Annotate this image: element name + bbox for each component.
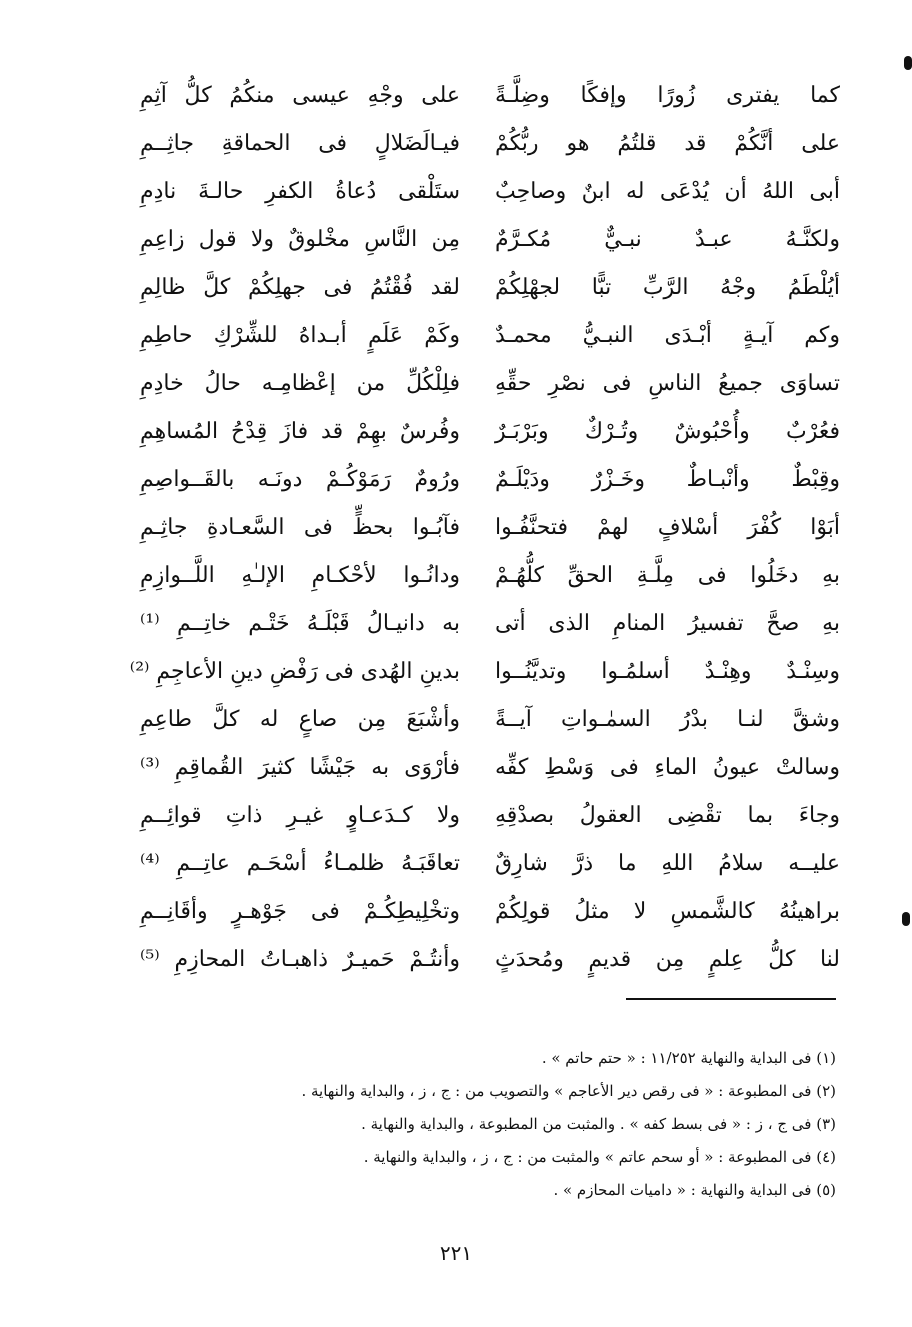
verse-first-hemistich: لنا كلُّ عِلمٍ مِن قديمٍ ومُحدَثٍ [495, 947, 840, 972]
verse-second-hemistich: فلِلْكُلِّ من إعْظامِـه حالُ خادِمِ [140, 371, 460, 396]
verse-second-hemistich: ودانُـوا لأحْكـامِ الإلـٰهِ اللَّــوازِمِ [140, 563, 460, 588]
verse-first-hemistich: فعُرْبٌ وأُحْبُوشٌ وتُـرْكٌ وبَرْبَـرٌ [495, 419, 840, 444]
verse-first-hemistich: أبَوْا كُفْرَ أسْلافٍ لهمْ فتحنَّفُـوا [495, 515, 840, 540]
verse-second-hemistich: وأنتُـمْ حَميـرٌ ذاهبـاتُ المحازِمِ ⁽⁵⁾ [140, 947, 460, 972]
verse-first-hemistich: على أنَّكُمْ قد قلتُمُ هو ربُّكُمْ [495, 131, 840, 156]
verse-row [140, 600, 840, 648]
verse-row [140, 504, 840, 552]
verse-first-hemistich: بهِ صحَّ تفسيرُ المنامِ الذى أتى [495, 611, 840, 636]
footnote-separator [626, 998, 836, 1000]
verse-first-hemistich: براهينُهُ كالشَّمسِ لا مثلُ قولِكُمْ [495, 899, 840, 924]
verse-first-hemistich: وكم آيـةٍ أبْـدَى النبـيُّ محمـدٌ [495, 323, 840, 348]
verse-second-hemistich: تعاقَبَـهُ ظلمـاءُ أسْحَـم عاتِــمِ ⁽⁴⁾ [140, 851, 460, 876]
verse-first-hemistich: وقِبْطٌ وأنْبـاطٌ وخَـزْرٌ ودَيْلَـمٌ [495, 467, 840, 492]
verse-first-hemistich: وسالتْ عيونُ الماءِ فى وَسْطِ كفِّه [495, 755, 840, 780]
verse-first-hemistich: ولكنَّـهُ عبـدٌ نبـيٌّ مُكـرَّمٌ [495, 227, 840, 252]
verse-second-hemistich: فيـالَضَلالٍ فى الحماقةِ جاثِــمِ [140, 131, 460, 156]
margin-dot-middle [902, 912, 910, 926]
verse-first-hemistich: وسِنْـدٌ وهِنْـدٌ أسلمُـوا وتديَّنُــوا [495, 659, 840, 684]
verse-row [140, 840, 840, 888]
verse-first-hemistich: وشقَّ لنـا بدْرُ السمٰـواتِ آيــةً [495, 707, 840, 732]
verse-second-hemistich: وفُرسٌ بهِمْ قد فازَ قِدْحُ المُساهِمِ [140, 419, 460, 444]
verse-row [129, 648, 840, 696]
verse-row [140, 264, 840, 312]
verse-row [140, 552, 840, 600]
verse-second-hemistich: ورُومٌ رَمَوْكُـمْ دونَـه بالقَــواصِمِ [140, 467, 460, 492]
footnote-4: (٤) فى المطبوعة : « أو سحم عاتم » والمثبت من : ج ، ز ، والبداية والنهاية . [363, 1148, 836, 1166]
verse-first-hemistich: بهِ دخَلُوا فى مِلَّـةِ الحقِّ كلُّهُـمْ [495, 563, 840, 588]
verse-row [140, 888, 840, 936]
verse-row [140, 360, 840, 408]
verse-second-hemistich: لقد فُقْتُمُ فى جهلِكُمْ كلَّ ظالِمِ [140, 275, 460, 300]
footnotes [196, 1042, 836, 1207]
verse-row [140, 792, 840, 840]
verse-row [140, 744, 840, 792]
verse-first-hemistich: تساوَى جميعُ الناسِ فى نصْرِ حقِّهِ [495, 371, 840, 396]
footnote-1: (١) فى البداية والنهاية ١١/٢٥٢ : « حتم حاتم » . [541, 1049, 836, 1067]
verse-first-hemistich: عليــه سلامُ اللهِ ما ذرَّ شارِقٌ [495, 851, 840, 876]
footnote-2: (٢) فى المطبوعة : « فى رقص دير الأعاجم » والتصويب من : ج ، ز ، والبداية والنهاية . [301, 1082, 836, 1100]
verse-row [140, 408, 840, 456]
verse-second-hemistich: مِن النَّاسِ مخْلوقٌ ولا قول زاعِمِ [140, 227, 460, 252]
verse-row [140, 312, 840, 360]
verse-second-hemistich: على وجْهِ عيسى منكُمُ كلُّ آثِمِ [140, 83, 460, 108]
margin-dot-top [904, 56, 912, 70]
verse-row [140, 216, 840, 264]
verse-first-hemistich: أبى اللهُ أن يُدْعَى له ابنٌ وصاحِبٌ [495, 179, 840, 204]
footnote-3: (٣) فى ج ، ز : « فى بسط كفه » . والمثبت من المطبوعة ، والبداية والنهاية . [361, 1115, 836, 1133]
verse-second-hemistich: وتخْلِيطِكُـمْ فى جَوْهـرٍ وأقَانِــمِ [140, 899, 460, 924]
verse-second-hemistich: به دانيـالُ قَبْلَـهُ خَتْـم خاتِــمِ ⁽¹⁾ [140, 611, 460, 636]
verse-row [140, 456, 840, 504]
verse-second-hemistich: فآبُـوا بحظٍّ فى السَّعـادةِ جاثِـمِ [140, 515, 460, 540]
verse-row [140, 72, 840, 120]
verse-first-hemistich: وجاءَ بما تقْضِى العقولُ بصدْقِهِ [495, 803, 840, 828]
footnote-5: (٥) فى البداية والنهاية : « داميات المحازم » . [553, 1181, 836, 1199]
verse-second-hemistich: وكَمْ عَلَمٍ أبـداهُ للشِّرْكِ حاطِمِ [140, 323, 460, 348]
verse-second-hemistich: بدينِ الهُدى فى رَفْضِ دينِ الأعاجِمِ ⁽²⁾ [129, 659, 460, 684]
verse-row [140, 168, 840, 216]
verse-row [140, 696, 840, 744]
verse-first-hemistich: كما يفترى زُورًا وإفكًا وضِلَّـةً [495, 83, 840, 108]
verse-first-hemistich: أيُلْطَمُ وجْهُ الرَّبِّ تبًّا لجهْلِكُمْ [495, 275, 840, 300]
verse-row [140, 936, 840, 984]
verse-second-hemistich: ولا كـدَعـاوٍ غيـرِ ذاتِ قوائِــمِ [140, 803, 460, 828]
verse-second-hemistich: فأرْوَى به جَيْشًا كثيرَ القُماقِمِ ⁽³⁾ [140, 755, 460, 780]
verse-second-hemistich: ستَلْقى دُعاةُ الكفرِ حالـةَ نادِمِ [140, 179, 460, 204]
poem-verses [129, 72, 840, 972]
page-number: ٢٢١ [439, 1241, 473, 1265]
verse-row [140, 120, 840, 168]
verse-second-hemistich: وأشْبَعَ مِن صاعٍ له كلَّ طاعِمِ [140, 707, 460, 732]
